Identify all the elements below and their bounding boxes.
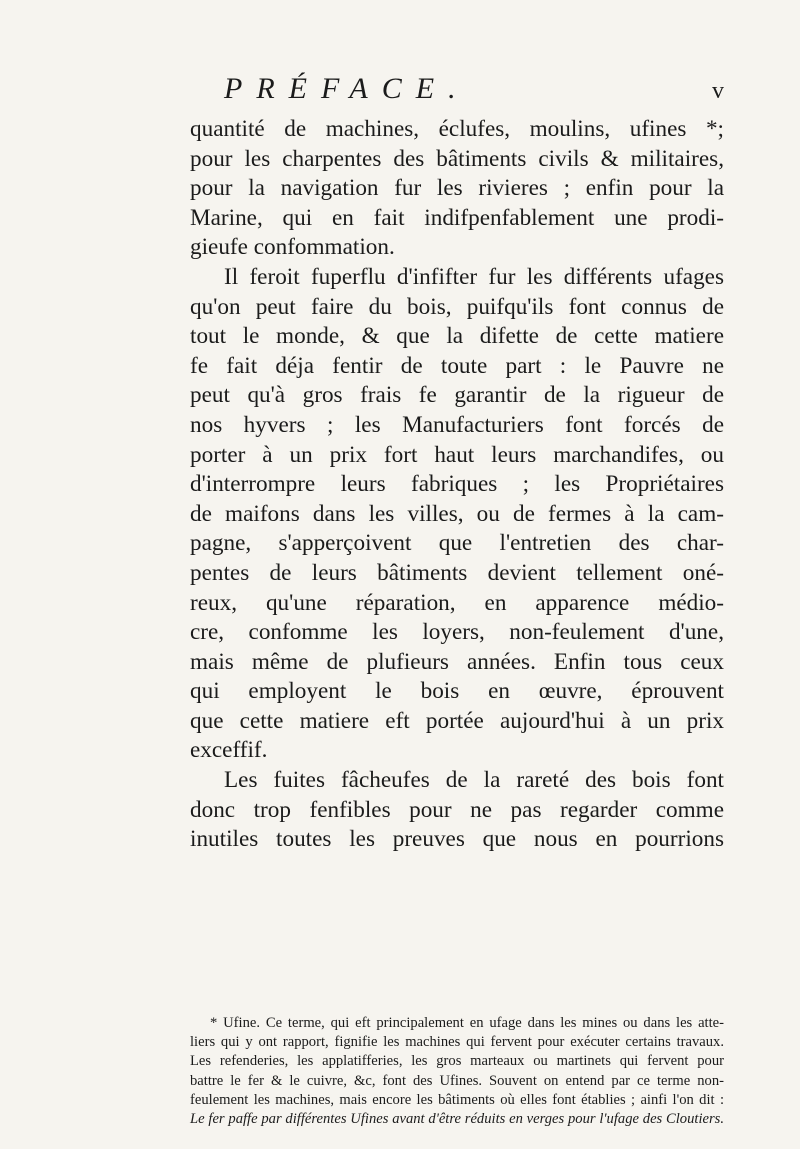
text-line: quantité de machines, éclufes, moulins, ufines *; <box>190 116 724 142</box>
text-line: cre, confomme les loyers, non-feulement d'une, <box>190 619 724 646</box>
text-line: de maifons dans les villes, ou de fermes à la cam- <box>190 500 724 527</box>
paragraph-3 <box>190 766 724 855</box>
text-line: Les fuites fâcheufes de la rareté des bois font <box>224 767 724 794</box>
paragraph-2 <box>190 263 724 766</box>
text-line: nos hyvers ; les Manufacturiers font forcés de <box>190 411 724 438</box>
text-line: mais même de plufieurs années. Enfin tous ceux <box>190 648 724 675</box>
text-line: tout le monde, & que la difette de cette matiere <box>190 323 724 350</box>
text-line: porter à un prix fort haut leurs marchandifes, ou <box>190 441 724 468</box>
body-text <box>190 115 724 855</box>
text-line: pagne, s'apperçoivent que l'entretien des char- <box>190 530 724 557</box>
footnote-line: liers qui y ont rapport, fignifie les machines qui fervent pour exécuter certains travaux. <box>190 1034 724 1051</box>
footnote <box>190 1014 724 1129</box>
footnote-line: Les refenderies, les applatifferies, les gros marteaux ou martinets qui fervent pour <box>190 1053 724 1070</box>
text-line: que cette matiere eft portée aujourd'hui à un prix <box>190 707 724 734</box>
text-line: qu'on peut faire du bois, puifqu'ils font connus de <box>190 293 724 320</box>
footnote-line: Le fer paffe par différentes Ufines avant d'être réduits en verges pour l'ufage des Cloutiers. <box>190 1111 724 1128</box>
footnote-line: * Ufine. Ce terme, qui eft principalement en ufage dans les mines ou dans les atte- <box>210 1015 724 1031</box>
text-line: d'interrompre leurs fabriques ; les Propriétaires <box>190 471 724 498</box>
text-line: reux, qu'une réparation, en apparence médio- <box>190 589 724 616</box>
text-line: Marine, qui en fait indifpenfablement une prodi- <box>190 204 724 231</box>
text-line: pour la navigation fur les rivieres ; enfin pour la <box>190 175 724 202</box>
text-line: gieufe confommation. <box>190 234 395 261</box>
running-title: PRÉFACE. <box>224 72 470 105</box>
page-number: v <box>712 78 724 104</box>
text-line: peut qu'à gros frais fe garantir de la rigueur de <box>190 382 724 409</box>
text-line: qui employent le bois en œuvre, éprouvent <box>190 678 724 705</box>
text-line: donc trop fenfibles pour ne pas regarder comme <box>190 796 724 823</box>
text-line: exceffif. <box>190 737 268 764</box>
page-header <box>224 72 724 112</box>
footnote-line: battre le fer & le cuivre, &c, font des Ufines. Souvent on entend par ce terme non- <box>190 1072 724 1089</box>
paragraph-1 <box>190 115 724 263</box>
text-line: pour les charpentes des bâtiments civils & militaires, <box>190 145 724 172</box>
text-line: Il feroit fuperflu d'infifter fur les différents ufages <box>224 263 724 290</box>
text-line: pentes de leurs bâtiments devient tellement oné- <box>190 559 724 586</box>
text-line: fe fait déja fentir de toute part : le Pauvre ne <box>190 352 724 379</box>
footnote-line: feulement les machines, mais encore les bâtiments où elles font établies ; ainfi l'on dit : <box>190 1091 724 1108</box>
text-line: inutiles toutes les preuves que nous en pourrions <box>190 826 724 853</box>
